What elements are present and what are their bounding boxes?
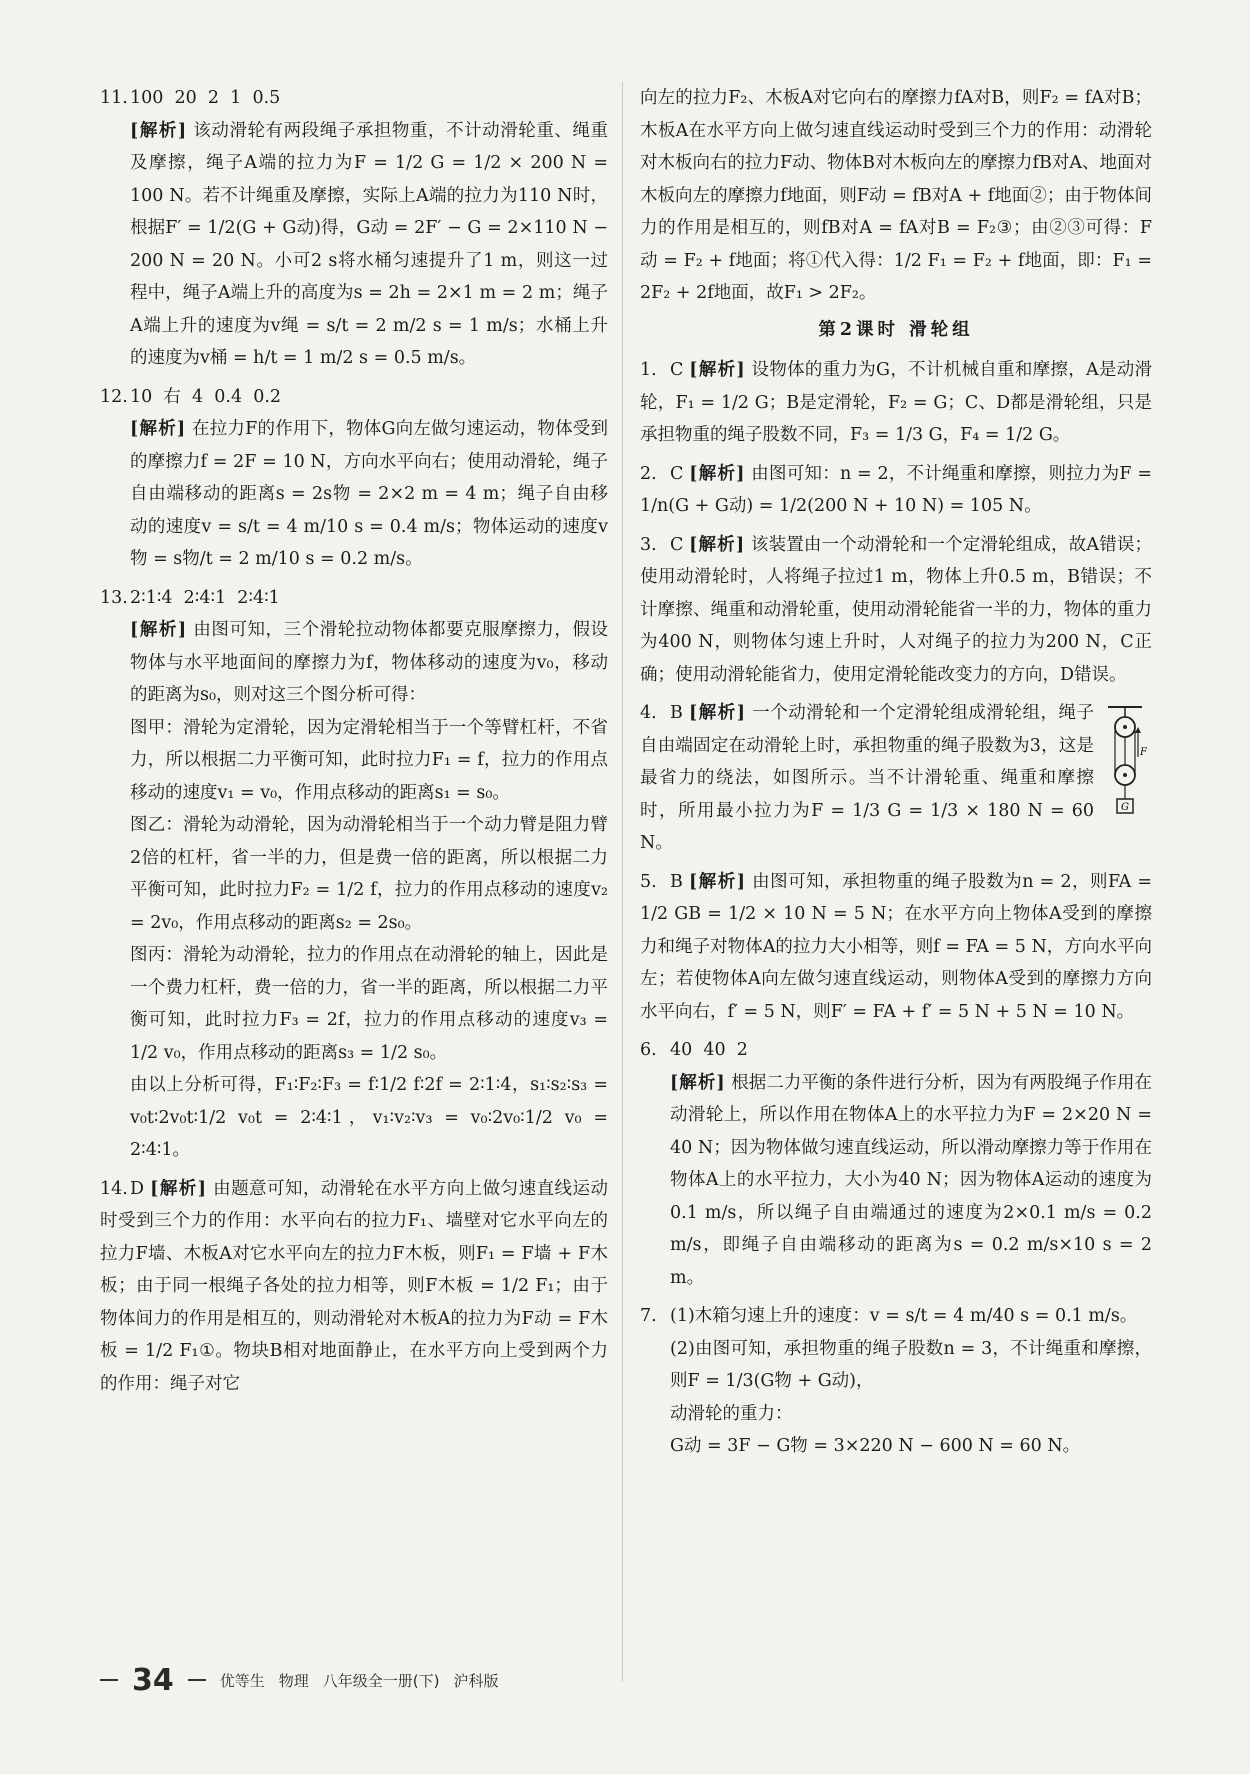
analysis-text: 由图可知，三个滑轮拉动物体都要克服摩擦力，假设物体与水平地面间的摩擦力为f，物体移动的速度为v₀，移动的距离为s₀，则对这三个图分析可得： [130, 620, 608, 705]
item-number: 3. [640, 534, 657, 555]
pulley-figure [1104, 703, 1146, 823]
answer-item [100, 582, 608, 1167]
analysis-tag: [解析] [150, 1178, 208, 1199]
answer-item [640, 866, 1152, 1029]
answer-item [640, 354, 1152, 452]
footer-subject: 物理 [278, 1671, 309, 1690]
analysis-text: 由题意可知，动滑轮在水平方向上做匀速直线运动时受到三个力的作用：水平向右的拉力F₁、墙壁对它水平向左的拉力F墙、木板A对它水平向左的拉力F木板，则F₁ = F墙 + F木板；由于同一根绳子各处的拉力相等，则F木板 = 1/2 F₁；由于物体间力的作用是相互的，则动滑轮对木板A的拉力为F动 = F木板 = 1/2 F₁①。物块B相对地面静止，在水平方向上受到两个力的作用：绳子对它 [100, 1178, 609, 1394]
item-number: 4. [640, 703, 657, 723]
item-number: 5. [640, 871, 657, 892]
section-title: 第2课时 滑轮组 [818, 319, 974, 340]
answer-item [640, 458, 1152, 523]
analysis-tag: [解析] [670, 1072, 726, 1093]
analysis-text: 一个动滑轮和一个定滑轮组成滑轮组，绳子自由端固定在动滑轮上时，承担物重的绳子股数为3，这是最省力的绕法，如图所示。当不计滑轮重、绳重和摩擦时，所用最小拉力为F = 1/3 G = 1/3 × 180 N = 60 N。 [640, 703, 1095, 853]
footer-dash [188, 1679, 206, 1681]
item-number: 1. [640, 360, 657, 380]
continuation-text: 向左的拉力F₂、木板A对它向右的摩擦力fA对B，则F₂ = fA对B；木板A在水平方向上做匀速直线运动时受到三个力的作用：动滑轮对木板向右的拉力F动、物体B对木板向左的摩擦力fB对A、地面对木板向左的摩擦力f地面，则F动 = fB对A + f地面②；由于物体间力的作用是相互的，则fB对A = fA对B = F₂③；由②③可得：F动 = F₂ + f地面；将①代入得：1/2 F₁ = F₂ + f地面，即：F₁ = 2F₂ + 2f地面，故F₁ > 2F₂。 [640, 88, 1152, 303]
analysis-paragraph: 图甲：滑轮为定滑轮，因为定滑轮相当于一个等臂杠杆，不省力，所以根据二力平衡可知，此时拉力F₁ = f，拉力的作用点移动的速度v₁ = v₀，作用点移动的距离s₁ = s₀。 [130, 717, 608, 803]
analysis-tag: [解析] [130, 620, 188, 640]
answer-item [100, 82, 608, 375]
analysis-text: 设物体的重力为G，不计机械自重和摩擦，A是动滑轮，F₁ = 1/2 G；B是定滑轮，F₂ = G；C、D都是滑轮组，只是承担物重的绳子股数不同，F₃ = 1/3 G，F₄ = 1/2 G。 [640, 360, 1152, 445]
item-number: 11. [100, 88, 128, 108]
footer-brand: 优等生 [219, 1671, 265, 1690]
item-answer: 40 40 2 [670, 1040, 748, 1060]
item-answer: B [670, 871, 683, 892]
analysis-paragraph: 图丙：滑轮为动滑轮，拉力的作用点在动滑轮的轴上，因此是一个费力杠杆，费一倍的力，省一半的距离，所以根据二力平衡可知，此时拉力F₃ = 2f，拉力的作用点移动的速度v₃ = 1/2 v₀，作用点移动的距离s₃ = 1/2 s₀。 [130, 945, 608, 1063]
analysis-text: 由图可知，承担物重的绳子股数为n = 2，则FA = 1/2 GB = 1/2 × 10 N = 5 N；在水平方向上物体A受到的摩擦力和绳子对物体A的拉力大小相等，则f = FA = 5 N，方向水平向左；若使物体A向左做匀速直线运动，则物体A受到的摩擦力方向水平向右，f′ = 5 N，则F′ = FA + f′ = 5 N + 5 N = 10 N。 [640, 871, 1152, 1022]
solution-line: (2)由图可知，承担物重的绳子股数n = 3，不计绳重和摩擦，则F = 1/3(G物 + G动)， [670, 1338, 1152, 1391]
analysis-tag: [解析] [689, 360, 746, 380]
page-footer [100, 1660, 499, 1700]
analysis-paragraph: 由以上分析可得，F₁∶F₂∶F₃ = f∶1/2 f∶2f = 2∶1∶4，s₁∶s₂∶s₃ = v₀t∶2v₀t∶1/2 v₀t = 2∶4∶1，v₁∶v₂∶v₃ = v₀∶2v₀∶1/2 v₀ = 2∶4∶1。 [130, 1075, 608, 1160]
analysis-text: 在拉力F的作用下，物体G向左做匀速运动，物体受到的摩擦力f = 2F = 10 N，方向水平向右；使用动滑轮，绳子自由端移动的距离s = 2s物 = 2×2 m = 4 m；绳子自由移动的速度v = s/t = 4 m/10 s = 0.4 m/s；物体运动的速度v物 = s物/t = 2 m/10 s = 0.2 m/s。 [130, 419, 608, 569]
item-answer: 2∶1∶4 2∶4∶1 2∶4∶1 [130, 587, 280, 608]
weight-label: G [1121, 802, 1129, 813]
analysis-tag: [解析] [689, 534, 746, 555]
footer-dash [100, 1679, 118, 1681]
analysis-text: 根据二力平衡的条件进行分析，因为有两股绳子作用在动滑轮上，所以作用在物体A上的水平拉力为F = 2×20 N = 40 N；因为物体做匀速直线运动，所以滑动摩擦力等于作用在物体A上的水平拉力，大小为40 N；因为物体A运动的速度为0.1 m/s，所以绳子自由端通过的速度为2×0.1 m/s = 0.2 m/s，即绳子自由端移动的距离为s = 0.2 m/s×10 s = 2 m。 [670, 1072, 1152, 1288]
item-number: 13. [100, 587, 128, 608]
item-answer: C [670, 360, 684, 380]
analysis-tag: [解析] [689, 463, 746, 484]
answer-item [640, 697, 1152, 860]
analysis-tag: [解析] [688, 871, 747, 892]
analysis-tag: [解析] [130, 120, 188, 141]
solution-line: (1)木箱匀速上升的速度：v = s/t = 4 m/40 s = 0.1 m/s。 [670, 1306, 1138, 1326]
item-answer: 10 右 4 0.4 0.2 [130, 386, 282, 407]
left-column [100, 82, 608, 1406]
item-answer: D [130, 1178, 145, 1199]
answer-item [100, 381, 608, 576]
item-number: 14. [100, 1178, 128, 1199]
item-answer: 100 20 2 1 0.5 [130, 88, 281, 108]
analysis-tag: [解析] [688, 703, 747, 723]
item-answer: B [670, 703, 683, 723]
footer-edition: 沪科版 [453, 1671, 499, 1690]
item-number: 6. [640, 1040, 657, 1060]
page-number: 34 [132, 1662, 174, 1698]
column-divider [622, 82, 623, 1682]
item-number: 7. [640, 1306, 657, 1326]
item-answer: C [670, 463, 684, 484]
analysis-text: 由图可知：n = 2，不计绳重和摩擦，则拉力为F = 1/n(G + G动) = 1/2(200 N + 10 N) = 105 N。 [640, 463, 1152, 516]
item-number: 2. [640, 463, 657, 484]
solution-line: G动 = 3F − G物 = 3×220 N − 600 N = 60 N。 [670, 1436, 1081, 1456]
answer-item [640, 1034, 1152, 1294]
analysis-paragraph: 图乙：滑轮为动滑轮，因为动滑轮相当于一个动力臂是阻力臂2倍的杠杆，省一半的力，但是费一倍的距离，所以根据二力平衡可知，此时拉力F₂ = 1/2 f，拉力的作用点移动的速度v₂ = 2v₀，作用点移动的距离s₂ = 2s₀。 [130, 815, 608, 933]
item-number: 12. [100, 386, 128, 407]
footer-grade: 八年级全一册(下) [322, 1671, 440, 1690]
force-label: F [1140, 747, 1147, 758]
answer-item [640, 529, 1152, 692]
analysis-tag: [解析] [130, 419, 187, 439]
right-column [640, 82, 1152, 1469]
analysis-text: 该装置由一个动滑轮和一个定滑轮组成，故A错误；使用动滑轮时，人将绳子拉过1 m，物体上升0.5 m，B错误；不计摩擦、绳重和动滑轮重，使用动滑轮能省一半的力，物体的重力为400 N，则物体匀速上升时，人对绳子的拉力为200 N，C正确；使用动滑轮能省力，使用定滑轮能改变力的方向，D错误。 [640, 534, 1153, 685]
answer-item [640, 1300, 1152, 1463]
analysis-text: 该动滑轮有两段绳子承担物重，不计动滑轮重、绳重及摩擦，绳子A端的拉力为F = 1/2 G = 1/2 × 200 N = 100 N。若不计绳重及摩擦，实际上A端的拉力为110 N时，根据F′ = 1/2(G + G动)得，G动 = 2F′ − G = 2×110 N − 200 N = 20 N。小可2 s将水桶匀速提升了1 m，则这一过程中，绳子A端上升的高度为s = 2h = 2×1 m = 2 m；绳子A端上升的速度为v绳 = s/t = 2 m/2 s = 1 m/s；水桶上升的速度为v桶 = h/t = 1 m/2 s = 0.5 m/s。 [130, 120, 608, 368]
solution-line: 动滑轮的重力： [670, 1403, 793, 1424]
item-answer: C [670, 534, 684, 555]
answer-item [100, 1173, 608, 1401]
